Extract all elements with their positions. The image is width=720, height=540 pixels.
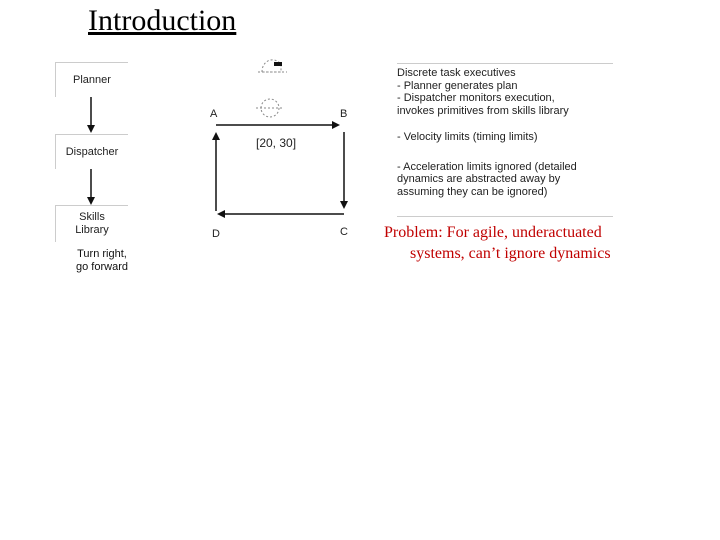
exec-line1: Discrete task executives bbox=[397, 67, 516, 79]
corner-a-label: A bbox=[210, 108, 218, 120]
skills-label-line2: Library bbox=[75, 224, 109, 236]
time-interval-label: [20, 30] bbox=[256, 136, 297, 150]
exec-line7: dynamics are abstracted away by bbox=[397, 173, 561, 185]
corner-d-label: D bbox=[212, 228, 220, 240]
exec-line2: - Planner generates plan bbox=[397, 79, 518, 92]
exec-line5: - Velocity limits (timing limits) bbox=[397, 131, 538, 143]
slide-title: Introduction bbox=[88, 4, 237, 37]
dispatcher-label: Dispatcher bbox=[65, 146, 119, 158]
executive-notes-panel bbox=[397, 63, 613, 217]
planner-label: Planner bbox=[73, 74, 111, 86]
note-line1: Turn right, bbox=[77, 248, 127, 260]
note-line2: go forward bbox=[76, 261, 128, 273]
exec-line8: assuming they can be ignored) bbox=[397, 185, 548, 198]
problem-statement bbox=[384, 222, 674, 264]
exec-line6: - Acceleration limits ignored (detailed bbox=[397, 160, 577, 173]
corner-c-label: C bbox=[340, 226, 348, 238]
exec-line4: invokes primitives from skills library bbox=[397, 104, 569, 117]
problem-line1: Problem: For agile, underactuated bbox=[384, 224, 602, 241]
problem-line2: systems, can’t ignore dynamics bbox=[410, 245, 611, 262]
robot-wheel-icon bbox=[256, 99, 284, 117]
skills-label-line1: Skills bbox=[79, 211, 105, 223]
robot-upright-icon bbox=[258, 60, 287, 72]
exec-line3: - Dispatcher monitors execution, bbox=[397, 92, 555, 104]
corner-b-label: B bbox=[340, 108, 348, 120]
